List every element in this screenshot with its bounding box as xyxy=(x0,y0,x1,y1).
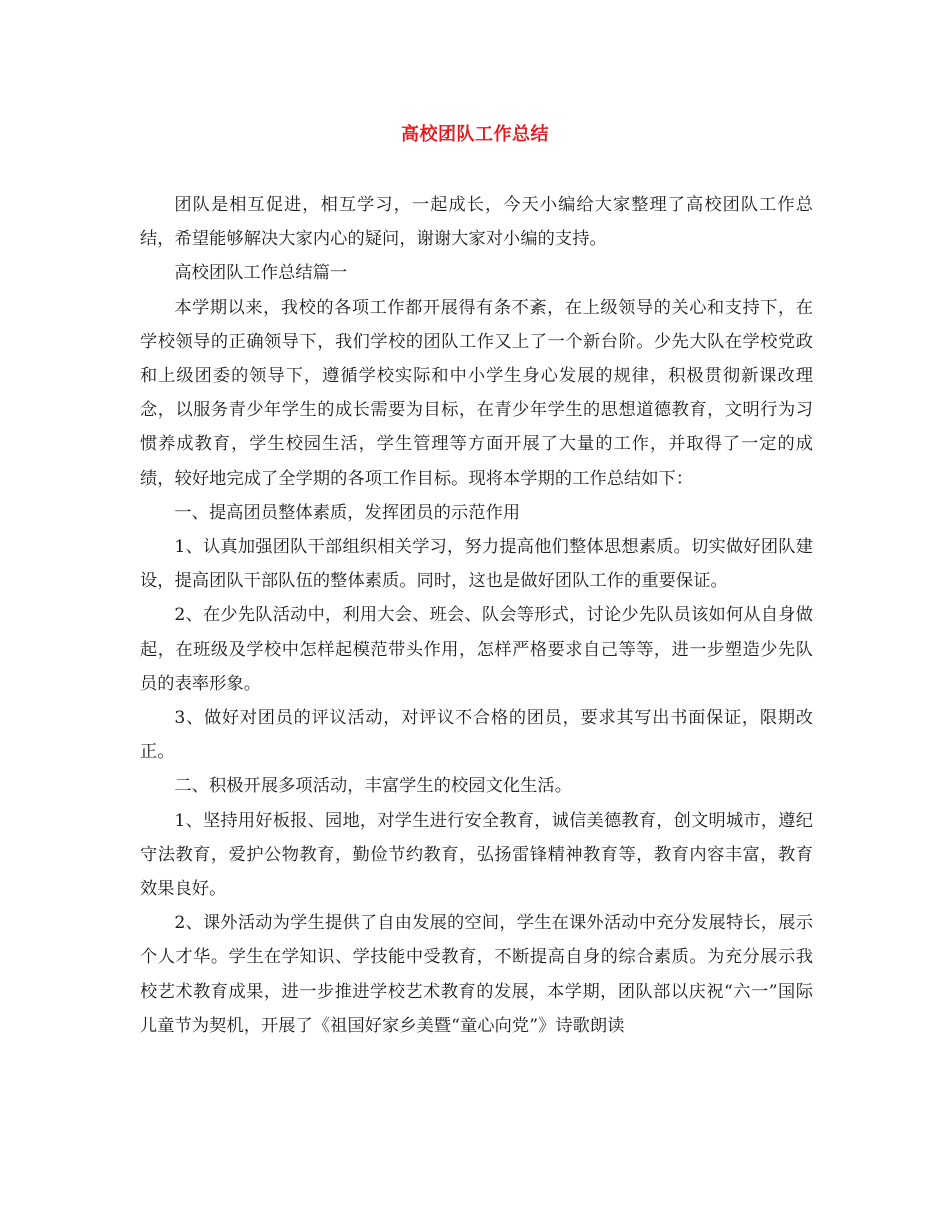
paragraph-item-2-2: 2、课外活动为学生提供了自由发展的空间，学生在课外活动中充分发展特长，展示个人才华。学生在学知识、学技能中受教育，不断提高自身的综合素质。为充分展示我校艺术教育成果，进一步推进学校艺术教育的发展，本学期，团队部以庆祝“六一”国际儿童节为契机，开展了《祖国好家乡美暨“童心向党”》诗歌朗读 xyxy=(140,913,813,1036)
paragraph-item-1-1: 1、认真加强团队干部组织相关学习，努力提高他们整体思想素质。切实做好团队建设，提高团队干部队伍的整体素质。同时，这也是做好团队工作的重要保证。 xyxy=(140,537,813,592)
paragraph-item-1-3: 3、做好对团员的评议活动，对评议不合格的团员，要求其写出书面保证，限期改正。 xyxy=(140,708,813,763)
paragraph-section-heading: 高校团队工作总结篇一 xyxy=(174,263,348,284)
paragraph-overview: 本学期以来，我校的各项工作都开展得有条不紊，在上级领导的关心和支持下，在学校领导的正确领导下，我们学校的团队工作又上了一个新台阶。少先大队在学校党政和上级团委的领导下，遵循学校实际和中小学生身心发展的规律，积极贯彻新课改理念，以服务青少年学生的成长需要为目标，在青少年学生的思想道德教育，文明行为习惯养成教育，学生校园生活，学生管理等方面开展了大量的工作，并取得了一定的成绩，较好地完成了全学期的各项工作目标。现将本学期的工作总结如下： xyxy=(140,297,813,489)
paragraph-item-1-2: 2、在少先队活动中，利用大会、班会、队会等形式，讨论少先队员该如何从自身做起，在班级及学校中怎样起模范带头作用，怎样严格要求自己等等，进一步塑造少先队员的表率形象。 xyxy=(140,605,813,694)
document-body xyxy=(140,188,813,1043)
paragraph-intro: 团队是相互促进，相互学习，一起成长，今天小编给大家整理了高校团队工作总结，希望能够解决大家内心的疑问，谢谢大家对小编的支持。 xyxy=(140,195,813,250)
document-title: 高校团队工作总结 xyxy=(401,124,549,145)
paragraph-item-2-1: 1、坚持用好板报、园地，对学生进行安全教育，诚信美德教育，创文明城市，遵纪守法教育，爱护公物教育，勤俭节约教育，弘扬雷锋精神教育等，教育内容丰富，教育效果良好。 xyxy=(140,810,813,900)
paragraph-heading-one: 一、提高团员整体素质，发挥团员的示范作用 xyxy=(174,502,521,523)
paragraph-heading-two: 二、积极开展多项活动，丰富学生的校园文化生活。 xyxy=(174,776,573,797)
